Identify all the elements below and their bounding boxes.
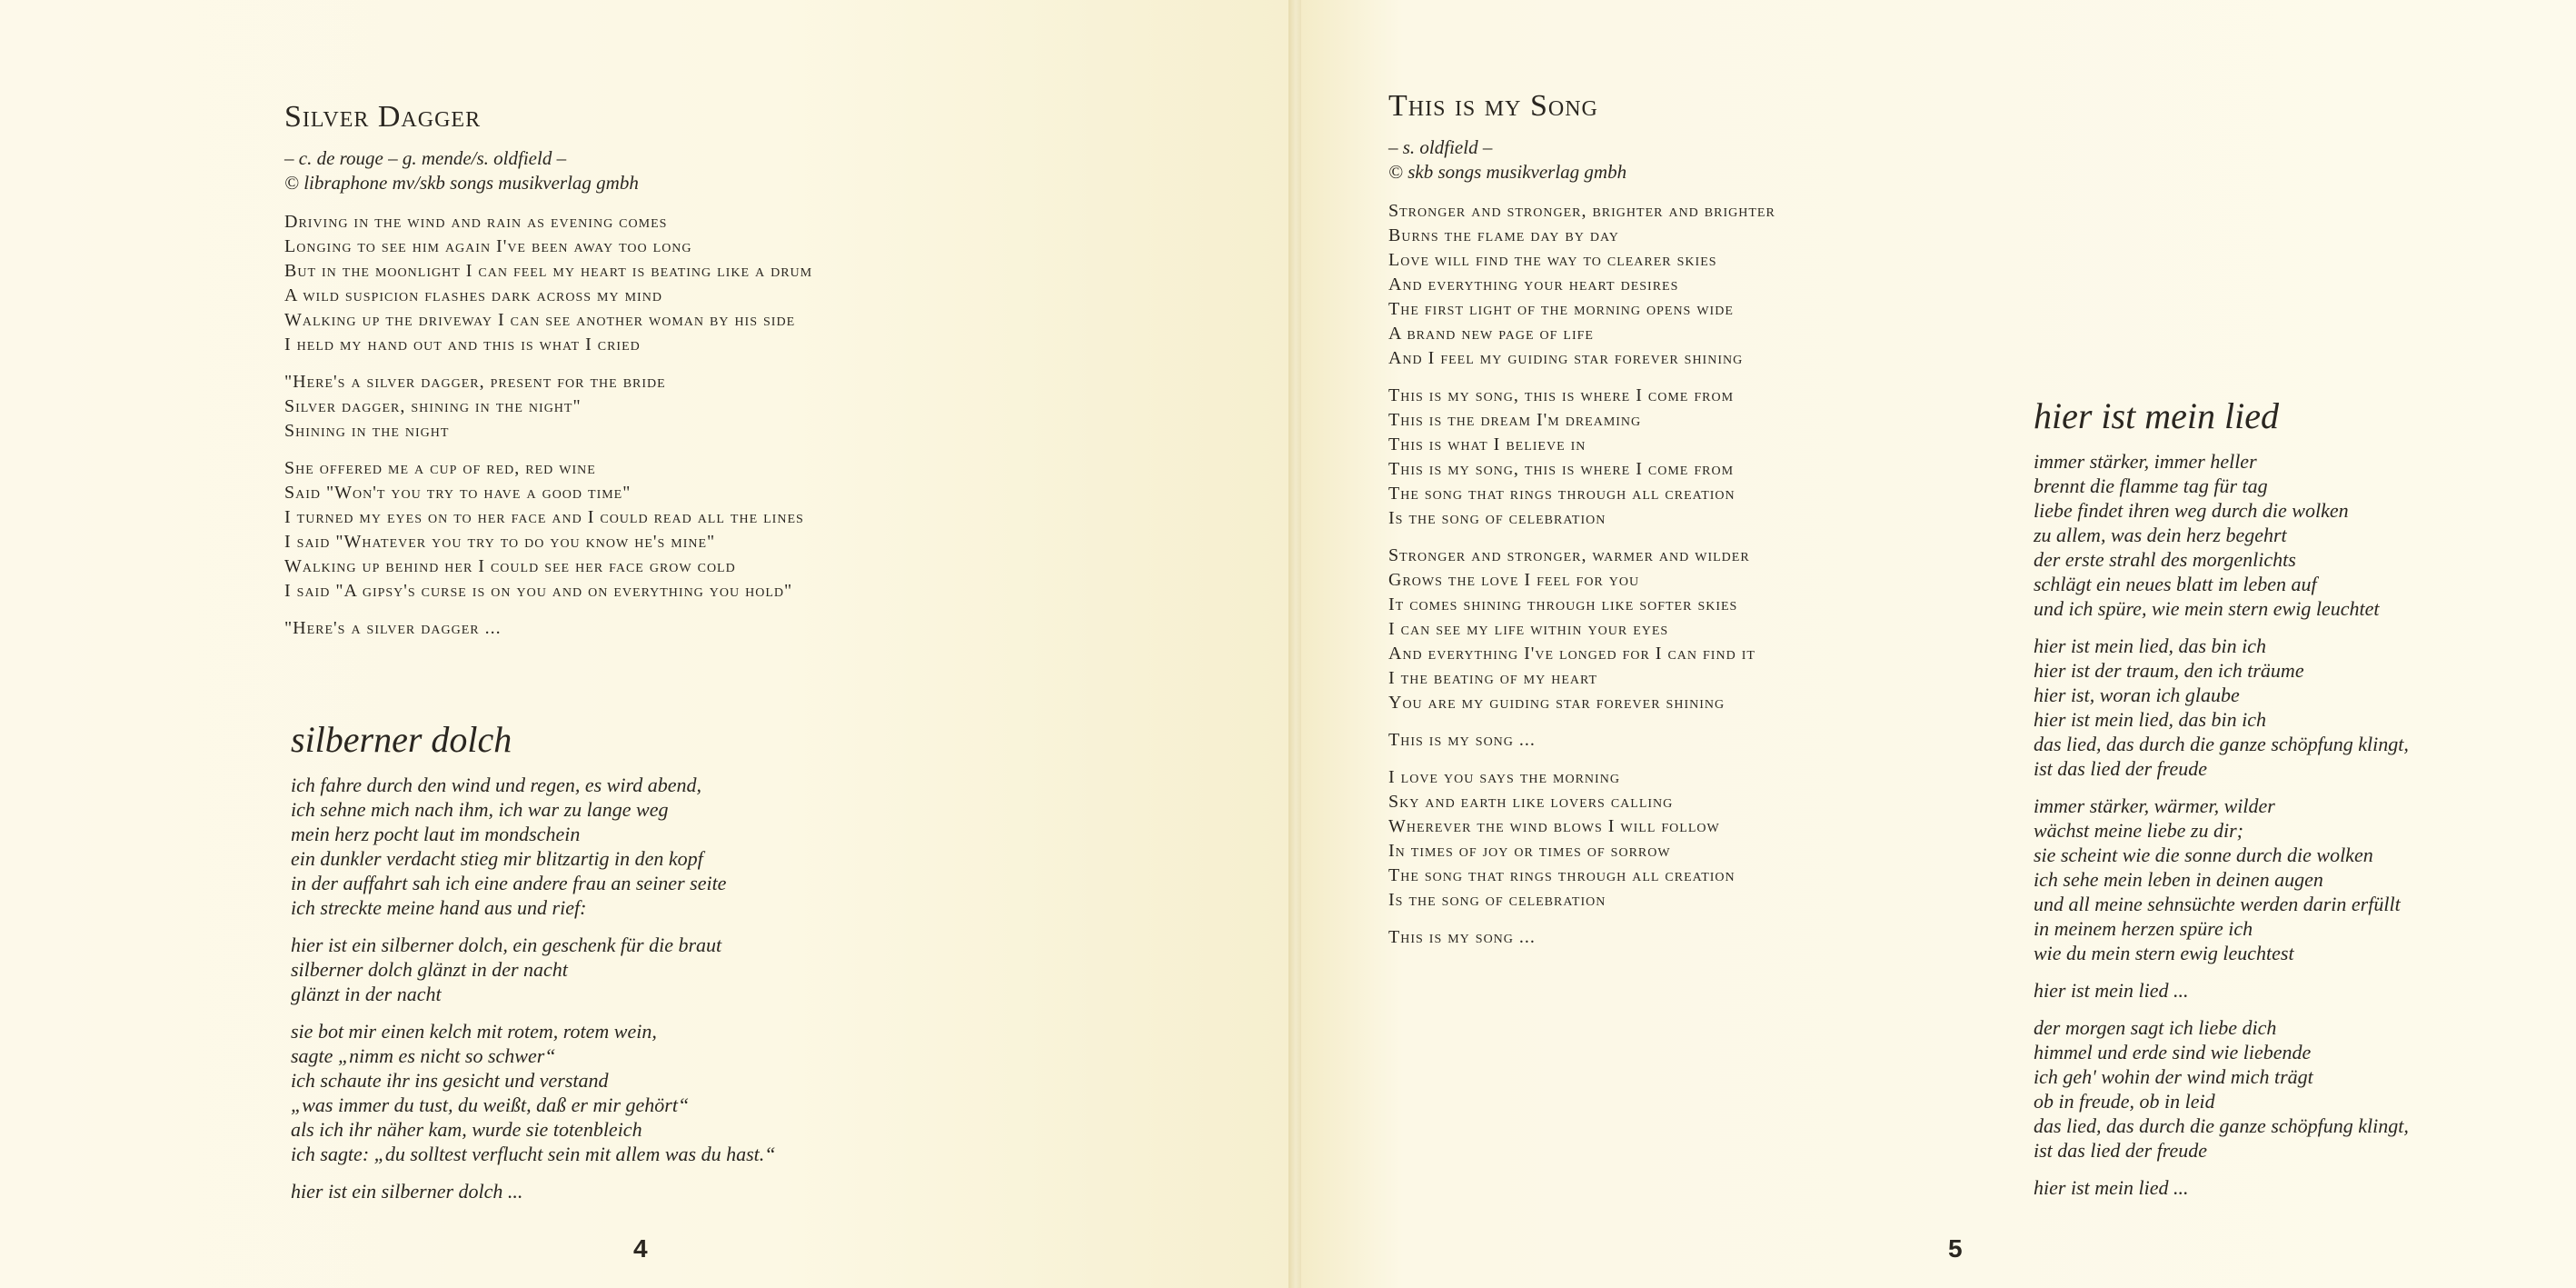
song-title: hier ist mein lied — [2034, 395, 2279, 436]
chorus — [1388, 384, 1952, 531]
lyric-line: The song that rings through all creation — [1388, 865, 1736, 886]
lyric-line: Is the song of celebration — [1388, 890, 1606, 911]
lyric-line: I love you says the morning — [1388, 767, 1620, 788]
lyric-line: in der auffahrt sah ich eine andere frau an seiner seite — [291, 872, 727, 894]
lyric-line: hier ist, woran ich glaube — [2034, 684, 2240, 706]
chorus-reprise — [2034, 1175, 2542, 1200]
lyric-line: „was immer du tust, du weißt, daß er mir gehört“ — [291, 1093, 690, 1116]
lyric-line: zu allem, was dein herz begehrt — [2034, 524, 2287, 546]
lyric-line: I turned my eyes on to her face and I could read all the lines — [284, 507, 804, 528]
verse — [291, 1019, 1109, 1166]
lyric-line: ich sagte: „du solltest verflucht sein mit allem was du hast.“ — [291, 1143, 776, 1165]
lyric-line: ist das lied der freude — [2034, 757, 2208, 780]
chorus-reprise — [284, 616, 1193, 641]
lyric-line: A wild suspicion flashes dark across my mind — [284, 285, 662, 306]
lyric-line: das lied, das durch die ganze schöpfung klingt, — [2034, 733, 2409, 755]
this-is-my-song-english — [1388, 89, 1952, 963]
song-credits — [1388, 135, 1952, 185]
lyric-line: This is my song ... — [1388, 927, 1536, 948]
lyric-line: "Here's a silver dagger, present for the bride — [284, 372, 666, 393]
lyric-line: der erste strahl des morgenlichts — [2034, 548, 2296, 571]
chorus-reprise — [1388, 728, 1952, 753]
lyric-line: Wherever the wind blows I will follow — [1388, 816, 1720, 837]
silver-dagger-english — [284, 100, 1193, 654]
credit-line: © libraphone mv/skb songs musikverlag gmbh — [284, 172, 639, 195]
song-credits — [284, 146, 1193, 195]
chorus-reprise — [291, 1179, 1109, 1203]
lyric-line: Walking up behind her I could see her face grow cold — [284, 556, 736, 577]
lyric-line: glänzt in der nacht — [291, 983, 442, 1005]
lyric-line: And everything your heart desires — [1388, 275, 1679, 295]
lyric-line: hier ist mein lied, das bin ich — [2034, 708, 2267, 731]
lyric-line: Said "Won't you try to have a good time" — [284, 483, 632, 504]
chorus — [284, 370, 1193, 444]
lyric-line: und ich spüre, wie mein stern ewig leuchtet — [2034, 597, 2380, 620]
lyric-line: in meinem herzen spüre ich — [2034, 917, 2253, 940]
lyric-line: Sky and earth like lovers calling — [1388, 792, 1674, 813]
lyric-line: But in the moonlight I can feel my heart is beating like a drum — [284, 261, 813, 282]
lyric-line: ich geh' wohin der wind mich trägt — [2034, 1065, 2313, 1088]
lyric-line: Love will find the way to clearer skies — [1388, 250, 1717, 271]
lyric-line: und all meine sehnsüchte werden darin erfüllt — [2034, 893, 2401, 915]
lyric-line: You are my guiding star forever shining — [1388, 693, 1726, 714]
lyric-line: als ich ihr näher kam, wurde sie totenbleich — [291, 1118, 642, 1141]
lyric-line: Is the song of celebration — [1388, 508, 1606, 529]
verse — [284, 210, 1193, 357]
credit-line: – c. de rouge – g. mende/s. oldfield – — [284, 147, 567, 170]
lyric-line: Stronger and stronger, warmer and wilder — [1388, 545, 1750, 566]
lyric-line: And I feel my guiding star forever shining — [1388, 348, 1744, 369]
lyric-line: I said "A gipsy's curse is on you and on everything you hold" — [284, 581, 793, 602]
song-title: This is my Song — [1388, 89, 1598, 123]
verse — [1388, 765, 1952, 913]
lyric-line: This is the dream I'm dreaming — [1388, 410, 1642, 431]
lyric-line: ich sehne mich nach ihm, ich war zu lange weg — [291, 798, 669, 821]
chorus-reprise — [2034, 978, 2542, 1003]
lyric-line: ich sehe mein leben in deinen augen — [2034, 868, 2323, 891]
lyric-line: sagte „nimm es nicht so schwer“ — [291, 1044, 556, 1067]
lyric-line: A brand new page of life — [1388, 324, 1594, 344]
lyric-line: Grows the love I feel for you — [1388, 570, 1640, 591]
lyric-line: ist das lied der freude — [2034, 1139, 2208, 1162]
song-title: Silver Dagger — [284, 100, 482, 134]
lyric-line: sie bot mir einen kelch mit rotem, rotem wein, — [291, 1020, 657, 1043]
lyric-line: Burns the flame day by day — [1388, 225, 1619, 246]
lyric-line: I can see my life within your eyes — [1388, 619, 1669, 640]
right-page — [1301, 0, 2576, 1288]
lyric-line: And everything I've longed for I can find it — [1388, 644, 1755, 664]
lyric-line: Driving in the wind and rain as evening comes — [284, 212, 668, 233]
lyric-line: Walking up the driveway I can see another woman by his side — [284, 310, 796, 331]
verse — [2034, 449, 2542, 621]
lyric-line: Longing to see him again I've been away too long — [284, 236, 692, 257]
lyric-line: ich fahre durch den wind und regen, es wird abend, — [291, 774, 701, 796]
lyric-line: immer stärker, wärmer, wilder — [2034, 794, 2275, 817]
lyric-line: I said "Whatever you try to do you know he's mine" — [284, 532, 716, 553]
lyric-line: ich streckte meine hand aus und rief: — [291, 896, 587, 919]
lyric-line: brennt die flamme tag für tag — [2034, 474, 2268, 497]
lyric-line: wächst meine liebe zu dir; — [2034, 819, 2243, 842]
lyric-line: immer stärker, immer heller — [2034, 450, 2257, 473]
lyric-line: Shining in the night — [284, 421, 450, 442]
lyric-line: ob in freude, ob in leid — [2034, 1090, 2215, 1113]
lyric-line: "Here's a silver dagger ... — [284, 618, 502, 639]
lyric-line: This is my song, this is where I come from — [1388, 385, 1735, 406]
lyric-line: hier ist mein lied, das bin ich — [2034, 634, 2267, 657]
silberner-dolch-german — [291, 720, 1109, 1216]
verse — [291, 773, 1109, 920]
chorus — [291, 933, 1109, 1006]
credit-line: © skb songs musikverlag gmbh — [1388, 161, 1627, 184]
lyric-line: I held my hand out and this is what I cried — [284, 334, 641, 355]
hier-ist-mein-lied-german — [2034, 396, 2542, 1213]
verse — [1388, 199, 1952, 371]
lyric-line: I the beating of my heart — [1388, 668, 1598, 689]
lyric-line: sie scheint wie die sonne durch die wolken — [2034, 844, 2373, 866]
lyric-line: Stronger and stronger, brighter and brighter — [1388, 201, 1775, 222]
lyric-line: hier ist ein silberner dolch, ein geschenk für die braut — [291, 934, 722, 956]
chorus-reprise — [1388, 925, 1952, 950]
verse — [2034, 1015, 2542, 1163]
lyric-line: Silver dagger, shining in the night" — [284, 396, 582, 417]
verse — [2034, 794, 2542, 965]
lyric-line: liebe findet ihren weg durch die wolken — [2034, 499, 2349, 522]
lyric-line: ein dunkler verdacht stieg mir blitzartig in den kopf — [291, 847, 703, 870]
lyric-line: wie du mein stern ewig leuchtest — [2034, 942, 2294, 964]
lyric-line: silberner dolch glänzt in der nacht — [291, 958, 568, 981]
lyric-line: ich schaute ihr ins gesicht und verstand — [291, 1069, 609, 1092]
lyric-line: hier ist mein lied ... — [2034, 1176, 2189, 1199]
lyric-line: schlägt ein neues blatt im leben auf — [2034, 573, 2317, 595]
lyric-line: This is what I believe in — [1388, 434, 1586, 455]
lyric-line: das lied, das durch die ganze schöpfung klingt, — [2034, 1114, 2409, 1137]
credit-line: – s. oldfield – — [1388, 136, 1493, 159]
lyric-line: himmel und erde sind wie liebende — [2034, 1041, 2312, 1063]
lyric-line: It comes shining through like softer skies — [1388, 594, 1738, 615]
chorus — [2034, 634, 2542, 781]
lyric-line: der morgen sagt ich liebe dich — [2034, 1016, 2277, 1039]
lyric-line: hier ist mein lied ... — [2034, 979, 2189, 1002]
verse — [1388, 544, 1952, 715]
page-number: 5 — [1948, 1234, 1963, 1263]
lyric-line: The song that rings through all creation — [1388, 484, 1736, 504]
lyric-line: hier ist ein silberner dolch ... — [291, 1180, 523, 1203]
verse — [284, 456, 1193, 604]
lyric-line: mein herz pocht laut im mondschein — [291, 823, 581, 845]
lyric-line: This is my song, this is where I come from — [1388, 459, 1735, 480]
lyric-line: She offered me a cup of red, red wine — [284, 458, 596, 479]
lyric-line: hier ist der traum, den ich träume — [2034, 659, 2304, 682]
lyric-line: In times of joy or times of sorrow — [1388, 841, 1671, 862]
lyric-line: This is my song ... — [1388, 730, 1536, 751]
lyric-line: The first light of the morning opens wide — [1388, 299, 1734, 320]
page-number: 4 — [633, 1234, 648, 1263]
song-title: silberner dolch — [291, 719, 512, 760]
